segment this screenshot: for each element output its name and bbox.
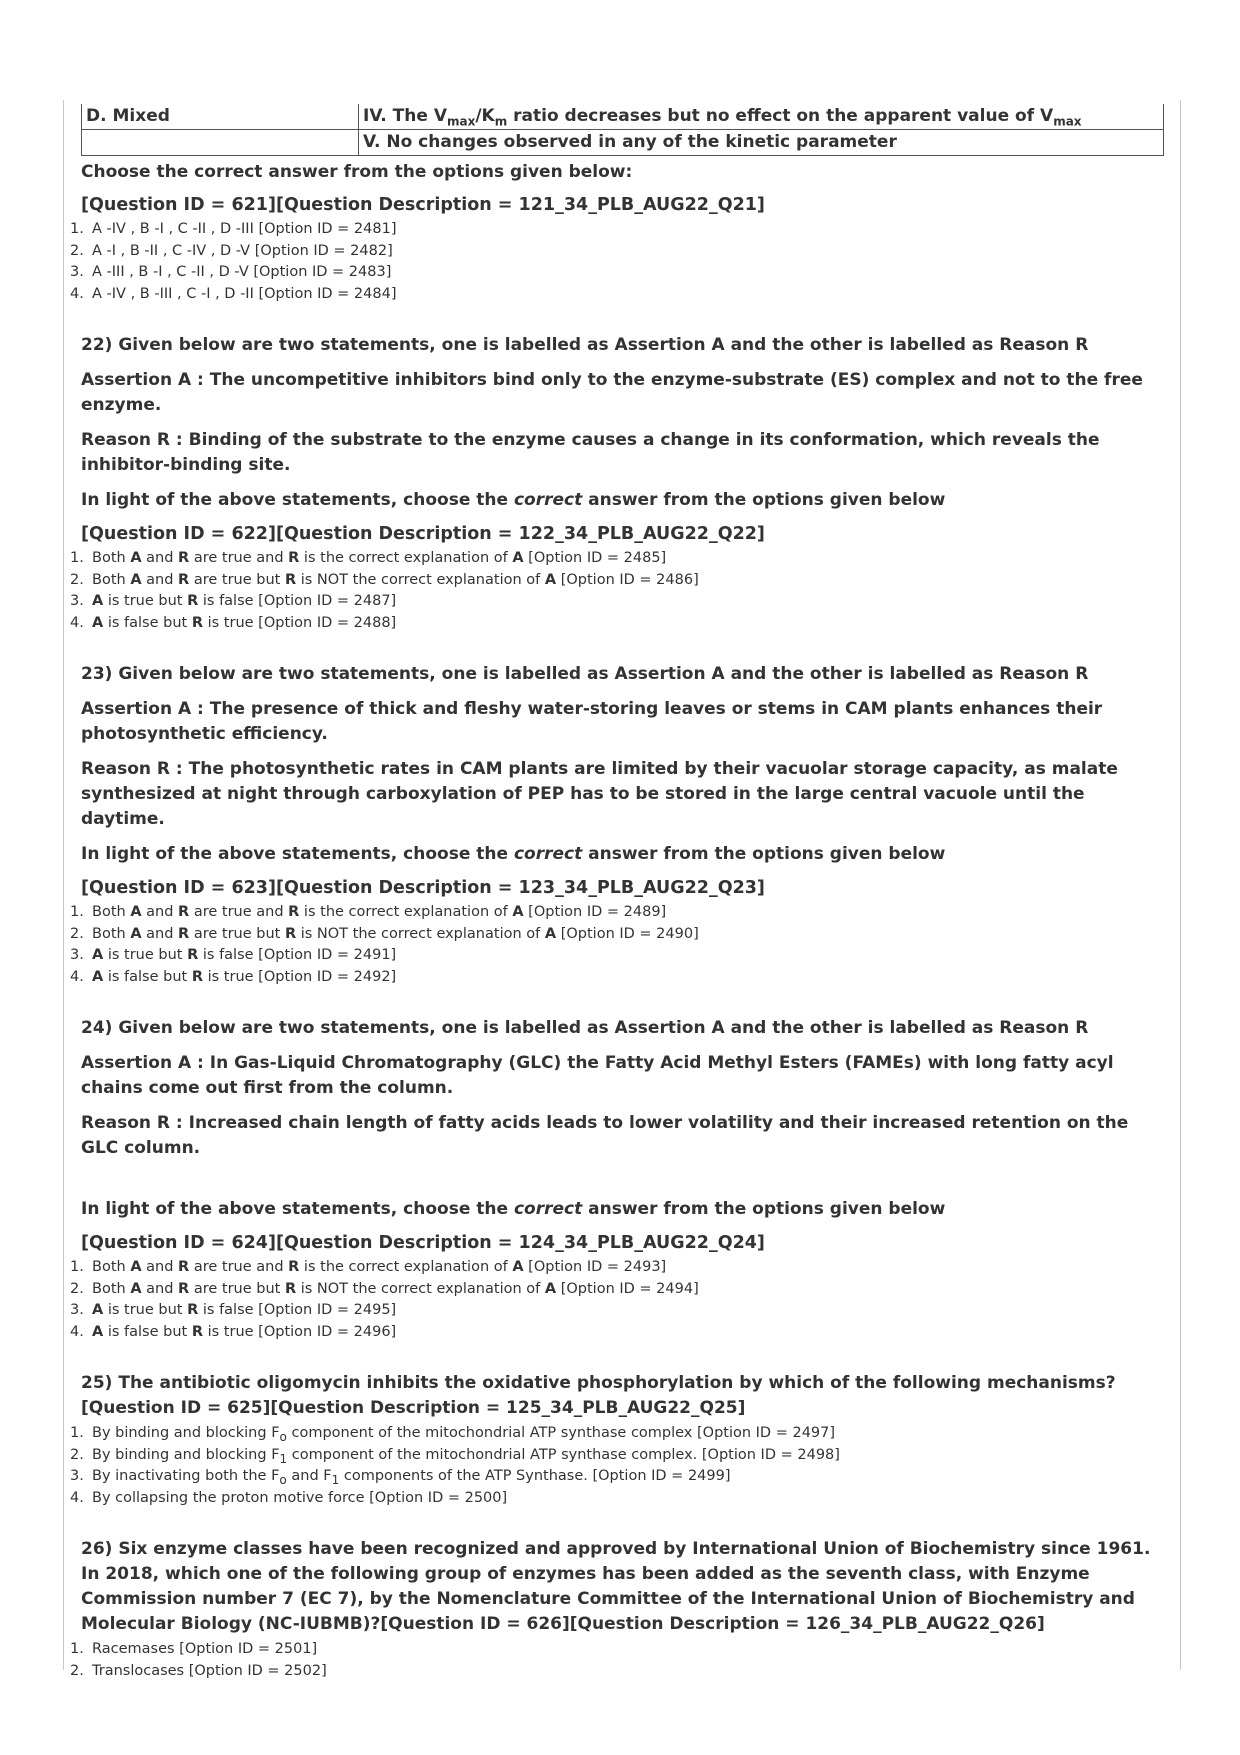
option-item: 1. Both A and R are true and R is the correct explanation of A [Option ID = 2493] (70, 1259, 667, 1275)
option-item: 1. Both A and R are true and R is the correct explanation of A [Option ID = 2485] (70, 550, 667, 566)
choose-instruction: Choose the correct answer from the options given below: (81, 162, 633, 182)
question-22-reason: Reason R : Binding of the substrate to the enzyme causes a change in its conformation, which reveals the inhibitor-binding site. (81, 430, 1100, 475)
option-item: 2. Both A and R are true but R is NOT the correct explanation of A [Option ID = 2490] (70, 925, 699, 942)
option-item: 4. By collapsing the proton motive force [Option ID = 2500] (70, 1489, 508, 1506)
document-content (70, 104, 1164, 1682)
question-24-reason: Reason R : Increased chain length of fatty acids leads to lower volatility and their increased retention on the GLC column. (81, 1113, 1129, 1158)
options-q25 (70, 1423, 1153, 1509)
option-item: 1. Both A and R are true and R is the correct explanation of A [Option ID = 2489] (70, 904, 667, 920)
options-q24 (70, 1257, 1153, 1343)
option-item: 2. Both A and R are true but R is NOT the correct explanation of A [Option ID = 2494] (70, 1280, 699, 1297)
match-cell-left-empty (82, 130, 359, 156)
option-item: 3. A is true but R is false [Option ID = 2491] (70, 947, 397, 963)
question-22-assertion: Assertion A : The uncompetitive inhibitors bind only to the enzyme-substrate (ES) complex and not to the free enzyme. (81, 370, 1143, 415)
question-id-621: [Question ID = 621][Question Description = 121_34_PLB_AUG22_Q21] (81, 195, 765, 215)
question-24-assertion: Assertion A : In Gas-Liquid Chromatography (GLC) the Fatty Acid Methyl Esters (FAMEs) with long fatty acyl chains come out first from the column. (81, 1053, 1114, 1098)
question-id-624: [Question ID = 624][Question Description = 124_34_PLB_AUG22_Q24] (81, 1233, 765, 1253)
option-item: 2. Both A and R are true but R is NOT the correct explanation of A [Option ID = 2486] (70, 571, 699, 588)
option-item: 2. A -I , B -II , C -IV , D -V [Option ID = 2482] (70, 242, 393, 259)
question-22-heading: 22) Given below are two statements, one is labelled as Assertion A and the other is labelled as Reason R (81, 335, 1089, 355)
option-item: 3. By inactivating both the $F_o$ and $F_1$ components of the ATP Synthase. [Option ID = 2499] (70, 1468, 731, 1487)
page-right-rule (1180, 100, 1181, 1670)
question-23-heading: 23) Given below are two statements, one is labelled as Assertion A and the other is labelled as Reason R (81, 664, 1089, 684)
option-item: 4. A -IV , B -III , C -I , D -II [Option ID = 2484] (70, 285, 397, 302)
question-26-heading: 26) Six enzyme classes have been recognized and approved by International Union of Biochemistry since 1961. In 2018, which one of the following group of enzymes has been added as the seventh class, with Enzyme Commission number 7 (EC 7), by the Nomenclature Committee of the International Union of Biochemistry and Molecular Biology (NC-IUBMB)?[Question ID = 626][Question Description = 126_34_PLB_AUG22_Q26] (81, 1539, 1151, 1634)
question-25-heading: 25) The antibiotic oligomycin inhibits the oxidative phosphorylation by which of the following mechanisms?[Question ID = 625][Question Description = 125_34_PLB_AUG22_Q25] (81, 1373, 1116, 1418)
match-cell-right: V. No changes observed in any of the kinetic parameter (359, 130, 1164, 156)
option-item: 1. Racemases [Option ID = 2501] (70, 1641, 318, 1657)
question-23-assertion: Assertion A : The presence of thick and fleshy water-storing leaves or stems in CAM plants enhances their photosynthetic efficiency. (81, 699, 1103, 744)
page-left-rule (63, 100, 64, 1670)
question-23-reason: Reason R : The photosynthetic rates in CAM plants are limited by their vacuolar storage capacity, as malate synthesized at night through carboxylation of PEP has to be stored in the large central vacuole until the daytime. (81, 759, 1118, 829)
option-item: 3. A is true but R is false [Option ID = 2487] (70, 593, 397, 609)
option-item: 3. A -III , B -I , C -II , D -V [Option ID = 2483] (70, 264, 392, 280)
option-item: 1. By binding and blocking $F_o$ component of the mitochondrial ATP synthase complex [Option ID = 2497] (70, 1425, 836, 1444)
option-item: 4. A is false but R is true [Option ID = 2492] (70, 968, 397, 985)
question-24-instruction: In light of the above statements, choose the correct answer from the options given below (81, 1199, 946, 1219)
match-cell-left: D. Mixed (82, 104, 359, 130)
question-22-instruction: In light of the above statements, choose the correct answer from the options given below (81, 490, 946, 510)
match-cell-right: IV. The $V_{max}/K_m$ ratio decreases but no effect on the apparent value of $V_{max}$ (359, 104, 1164, 130)
question-23-instruction: In light of the above statements, choose the correct answer from the options given below (81, 844, 946, 864)
match-table (81, 104, 1164, 156)
question-24-heading: 24) Given below are two statements, one is labelled as Assertion A and the other is labelled as Reason R (81, 1018, 1089, 1038)
question-id-622: [Question ID = 622][Question Description = 122_34_PLB_AUG22_Q22] (81, 524, 765, 544)
options-q23 (70, 902, 1153, 988)
options-q21 (70, 219, 1153, 305)
match-row-d (82, 104, 1164, 130)
option-item: 2. Translocases [Option ID = 2502] (70, 1662, 327, 1679)
question-id-623: [Question ID = 623][Question Description = 123_34_PLB_AUG22_Q23] (81, 878, 765, 898)
options-q26 (70, 1639, 1153, 1682)
option-item: 3. A is true but R is false [Option ID = 2495] (70, 1302, 397, 1318)
option-item: 1. A -IV , B -I , C -II , D -III [Option ID = 2481] (70, 221, 397, 237)
options-q22 (70, 548, 1153, 634)
option-item: 2. By binding and blocking $F_1$ component of the mitochondrial ATP synthase complex. [Option ID = 2498] (70, 1446, 840, 1466)
option-item: 4. A is false but R is true [Option ID = 2488] (70, 614, 397, 631)
match-row-v (82, 130, 1164, 156)
option-item: 4. A is false but R is true [Option ID = 2496] (70, 1323, 397, 1340)
